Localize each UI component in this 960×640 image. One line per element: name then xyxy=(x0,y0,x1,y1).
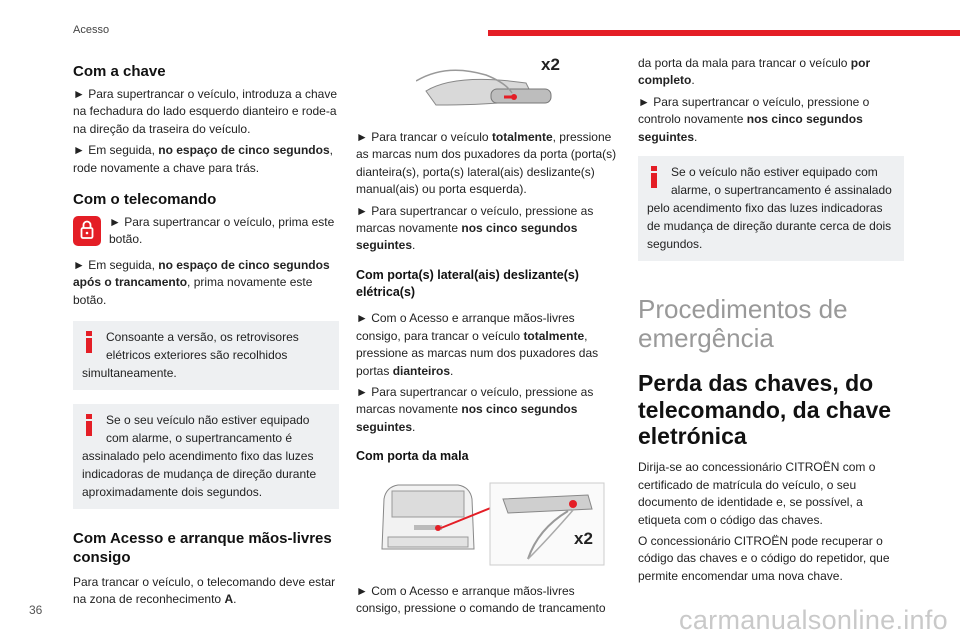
heading-com-o-telecomando: Com o telecomando xyxy=(73,190,217,208)
door-handle-illustration xyxy=(416,53,566,113)
section-title-emergency: Procedimentos de emergência xyxy=(638,293,848,353)
page-number: 36 xyxy=(29,603,43,617)
column-1 xyxy=(73,55,339,613)
watermark: carmanualsonline.info xyxy=(679,605,948,635)
press-count-label: x2 xyxy=(541,55,560,74)
info-note-mirrors: Consoante a versão, os retrovisores elétricos exteriores são recolhidos simultaneamente. xyxy=(73,321,339,390)
heading-perda-chaves: Perda das chaves, do telecomando, da chave eletrónica xyxy=(638,370,892,450)
info-icon xyxy=(82,331,98,353)
section-header-label: Acesso xyxy=(73,24,110,36)
tailgate-illustration xyxy=(378,479,608,569)
paragraph-tel-2: ► Em seguida, no espaço de cinco segundos após o trancamento, prima novamente este botão. xyxy=(73,257,330,307)
section-accent-bar xyxy=(488,30,960,36)
press-count-label: x2 xyxy=(574,529,593,549)
paragraph-col3-2: ► Para supertrancar o veículo, pressione o controlo novamente nos cinco segundos seguintes. xyxy=(638,94,870,144)
heading-com-a-chave: Com a chave xyxy=(73,63,166,80)
paragraph-col2-5: ► Com o Acesso e arranque mãos-livres consigo, pressione o comando de trancamento xyxy=(356,584,606,616)
paragraph-col2-3: ► Com o Acesso e arranque mãos-livres consigo, para trancar o veículo totalmente, pressione as marcas num dos puxadores das portas dianteiros. xyxy=(356,311,599,378)
info-icon xyxy=(647,166,663,188)
paragraph-chave-1: ► Para supertrancar o veículo, introduza a chave na fechadura do lado esquerdo dianteiro e rode-a na direção da traseira do veículo. xyxy=(73,87,338,136)
paragraph-col2-1: ► Para trancar o veículo totalmente, pressione as marcas num dos puxadores da porta (porta(s) dianteira(s), porta(s) lateral(ais) deslizante(s) manual(ais) ou porta esquerda). xyxy=(356,130,617,197)
paragraph-acesso: Para trancar o veículo, o telecomando deve estar na zona de reconhecimento A. xyxy=(73,574,336,607)
column-3 xyxy=(638,55,904,589)
heading-acesso-maos-livres: Com Acesso e arranque mãos-livres consigo xyxy=(73,529,332,567)
paragraph-col2-2: ► Para supertrancar o veículo, pressione as marcas novamente nos cinco segundos seguintes. xyxy=(356,203,594,253)
paragraph-col3-3: Dirija-se ao concessionário CITROËN com o certificado de matrícula do veículo, o seu documento de identidade e, se possível, a etiqueta com o código das chaves. xyxy=(638,460,876,527)
column-2 xyxy=(356,45,622,622)
heading-porta-mala: Com porta da mala xyxy=(356,449,469,464)
info-note-alarm-2: Se o veículo não estiver equipado com alarme, o supertrancamento é assinalado pelo acendimento fixo das luzes indicadoras de mudança de direção durante cerca de dois segundos. xyxy=(638,156,904,261)
info-note-alarm: Se o seu veículo não estiver equipado com alarme, o supertrancamento é assinalado pelo acendimento fixo das luzes indicadoras de mudança de direção durante aproximadamente dois segundos. xyxy=(73,404,339,509)
paragraph-chave-2: ► Em seguida, no espaço de cinco segundos, rode novamente a chave para trás. xyxy=(73,143,333,175)
lock-button-icon xyxy=(73,216,101,246)
paragraph-col3-1: da porta da mala para trancar o veículo por completo. xyxy=(638,56,871,88)
heading-porta-lateral: Com porta(s) lateral(ais) deslizante(s) elétrica(s) xyxy=(356,267,579,299)
remote-instruction xyxy=(73,214,339,253)
paragraph-col3-4: O concessionário CITROËN pode recuperar o código das chaves e o código do repetidor, que permite encomendar uma nova chave. xyxy=(638,534,890,583)
info-icon xyxy=(82,414,98,436)
paragraph-tel-1: ► Para supertrancar o veículo, prima este botão. xyxy=(109,214,335,247)
paragraph-col2-4: ► Para supertrancar o veículo, pressione as marcas novamente nos cinco segundos seguintes. xyxy=(356,385,594,434)
